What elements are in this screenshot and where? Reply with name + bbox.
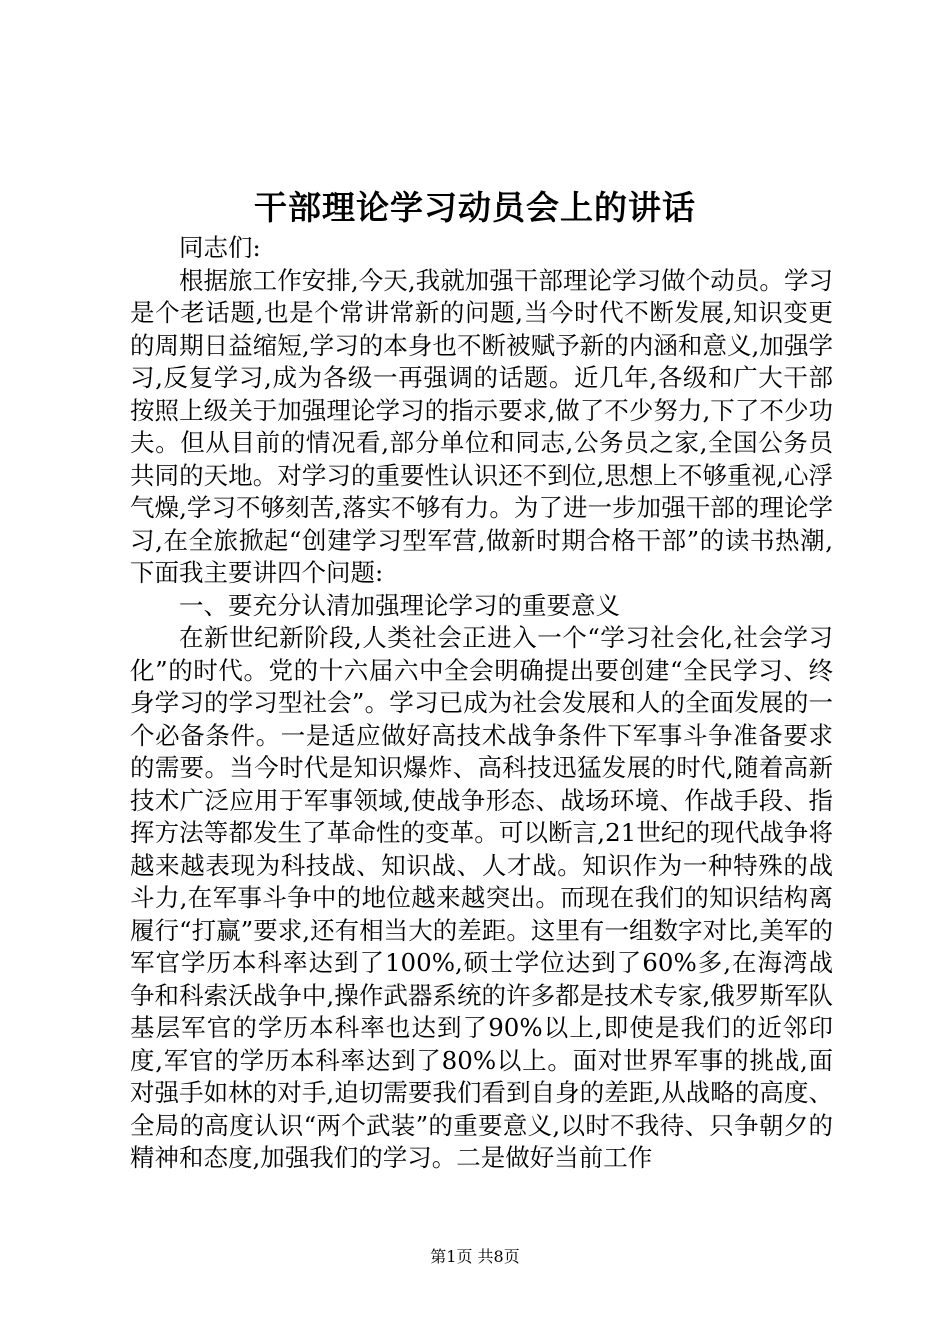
- document-body: [130, 232, 833, 1175]
- salutation: 同志们:: [179, 233, 261, 262]
- page-footer: 第1页 共8页: [430, 1247, 520, 1266]
- body-paragraph: 在新世纪新阶段,人类社会正进入一个“学习社会化,社会学习化”的时代。党的十六届六中全会明确提出要创建“全民学习、终身学习的学习型社会”。学习已成为社会发展和人的全面发展的一个必备条件。一是适应做好高技术战争条件下军事斗争准备要求的需要。当今时代是知识爆炸、高科技迅猛发展的时代,随着高新技术广泛应用于军事领域,使战争形态、战场环境、作战手段、指挥方法等都发生了革命性的变革。可以断言,21世纪的现代战争将越来越表现为科技战、知识战、人才战。知识作为一种特殊的战斗力,在军事斗争中的地位越来越突出。而现在我们的知识结构离履行“打赢”要求,还有相当大的差距。这里有一组数字对比,美军的军官学历本科率达到了100%,硕士学位达到了60%多,在海湾战争和科索沃战争中,操作武器系统的许多都是技术专家,俄罗斯军队基层军官的学历本科率也达到了90%以上,即使是我们的近邻印度,军官的学历本科率达到了80%以上。面对世界军事的挑战,面对强手如林的对手,迫切需要我们看到自身的差距,从战略的高度、全局的高度认识“两个武装”的重要意义,以时不我待、只争朝夕的精神和态度,加强我们的学习。二是做好当前工作: [130, 623, 833, 1172]
- document-title: 干部理论学习动员会上的讲话: [254, 188, 696, 227]
- section-heading: 一、要充分认清加强理论学习的重要意义: [179, 590, 620, 620]
- intro-paragraph: 根据旅工作安排,今天,我就加强干部理论学习做个动员。学习是个老话题,也是个常讲常新的问题,当今时代不断发展,知识变更的周期日益缩短,学习的本身也不断被赋予新的内涵和意义,加强学习,反复学习,成为各级一再强调的话题。近几年,各级和广大干部按照上级关于加强理论学习的指示要求,做了不少努力,下了不少功夫。但从目前的情况看,部分单位和同志,公务员之家,全国公务员共同的天地。对学习的重要性认识还不到位,思想上不够重视,心浮气燥,学习不够刻苦,落实不够有力。为了进一步加强干部的理论学习,在全旅掀起“创建学习型军营,做新时期合格干部”的读书热潮,下面我主要讲四个问题:: [130, 265, 833, 587]
